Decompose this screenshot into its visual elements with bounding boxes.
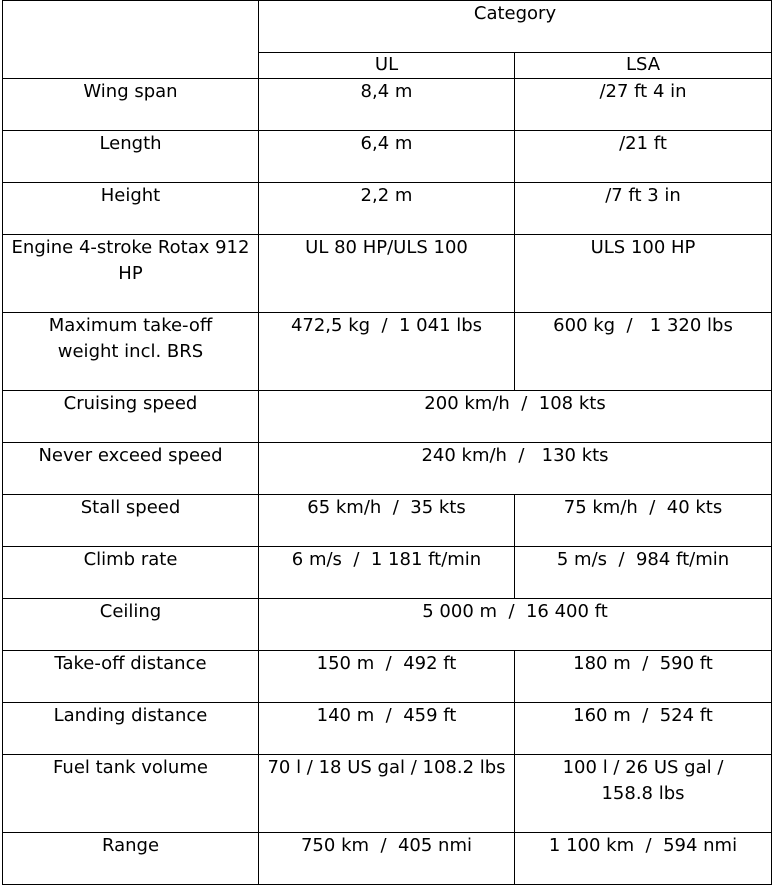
ul-value: 70 l / 18 US gal / 108.2 lbs bbox=[259, 755, 515, 833]
lsa-value: /27 ft 4 in bbox=[515, 79, 772, 131]
ul-value: 150 m / 492 ft bbox=[259, 651, 515, 703]
ul-value: 8,4 m bbox=[259, 79, 515, 131]
ul-value: 750 km / 405 nmi bbox=[259, 833, 515, 885]
row-label: Maximum take-off weight incl. BRS bbox=[3, 313, 259, 391]
lsa-value: 75 km/h / 40 kts bbox=[515, 495, 772, 547]
row-label: Length bbox=[3, 131, 259, 183]
table-row bbox=[3, 833, 772, 885]
empty-corner-cell bbox=[3, 1, 259, 79]
table-row bbox=[3, 183, 772, 235]
table-row bbox=[3, 495, 772, 547]
table-row bbox=[3, 443, 772, 495]
lsa-value: /7 ft 3 in bbox=[515, 183, 772, 235]
table-row bbox=[3, 599, 772, 651]
ul-value: 6,4 m bbox=[259, 131, 515, 183]
table-row bbox=[3, 547, 772, 599]
lsa-value: /21 ft bbox=[515, 131, 772, 183]
lsa-value: 600 kg / 1 320 lbs bbox=[515, 313, 772, 391]
row-label: Height bbox=[3, 183, 259, 235]
lsa-value: 100 l / 26 US gal / 158.8 lbs bbox=[515, 755, 772, 833]
row-label: Never exceed speed bbox=[3, 443, 259, 495]
table-row bbox=[3, 79, 772, 131]
specifications-table bbox=[2, 0, 772, 885]
table-row bbox=[3, 703, 772, 755]
row-label: Cruising speed bbox=[3, 391, 259, 443]
row-label: Climb rate bbox=[3, 547, 259, 599]
row-label: Stall speed bbox=[3, 495, 259, 547]
table-row bbox=[3, 755, 772, 833]
ul-value: 472,5 kg / 1 041 lbs bbox=[259, 313, 515, 391]
table-row bbox=[3, 391, 772, 443]
ul-value: 2,2 m bbox=[259, 183, 515, 235]
shared-value: 200 km/h / 108 kts bbox=[259, 391, 772, 443]
shared-value: 5 000 m / 16 400 ft bbox=[259, 599, 772, 651]
ul-header: UL bbox=[259, 53, 515, 79]
row-label: Engine 4-stroke Rotax 912 HP bbox=[3, 235, 259, 313]
ul-value: 140 m / 459 ft bbox=[259, 703, 515, 755]
lsa-value: 180 m / 590 ft bbox=[515, 651, 772, 703]
ul-value: 6 m/s / 1 181 ft/min bbox=[259, 547, 515, 599]
table-row bbox=[3, 131, 772, 183]
lsa-value: 1 100 km / 594 nmi bbox=[515, 833, 772, 885]
table-row bbox=[3, 651, 772, 703]
row-label: Ceiling bbox=[3, 599, 259, 651]
category-header: Category bbox=[259, 1, 772, 53]
table-row bbox=[3, 235, 772, 313]
shared-value: 240 km/h / 130 kts bbox=[259, 443, 772, 495]
lsa-value: 5 m/s / 984 ft/min bbox=[515, 547, 772, 599]
lsa-value: ULS 100 HP bbox=[515, 235, 772, 313]
row-label: Take-off distance bbox=[3, 651, 259, 703]
ul-value: 65 km/h / 35 kts bbox=[259, 495, 515, 547]
lsa-value: 160 m / 524 ft bbox=[515, 703, 772, 755]
row-label: Wing span bbox=[3, 79, 259, 131]
row-label: Fuel tank volume bbox=[3, 755, 259, 833]
row-label: Landing distance bbox=[3, 703, 259, 755]
row-label: Range bbox=[3, 833, 259, 885]
lsa-header: LSA bbox=[515, 53, 772, 79]
ul-value: UL 80 HP/ULS 100 bbox=[259, 235, 515, 313]
table-row bbox=[3, 313, 772, 391]
